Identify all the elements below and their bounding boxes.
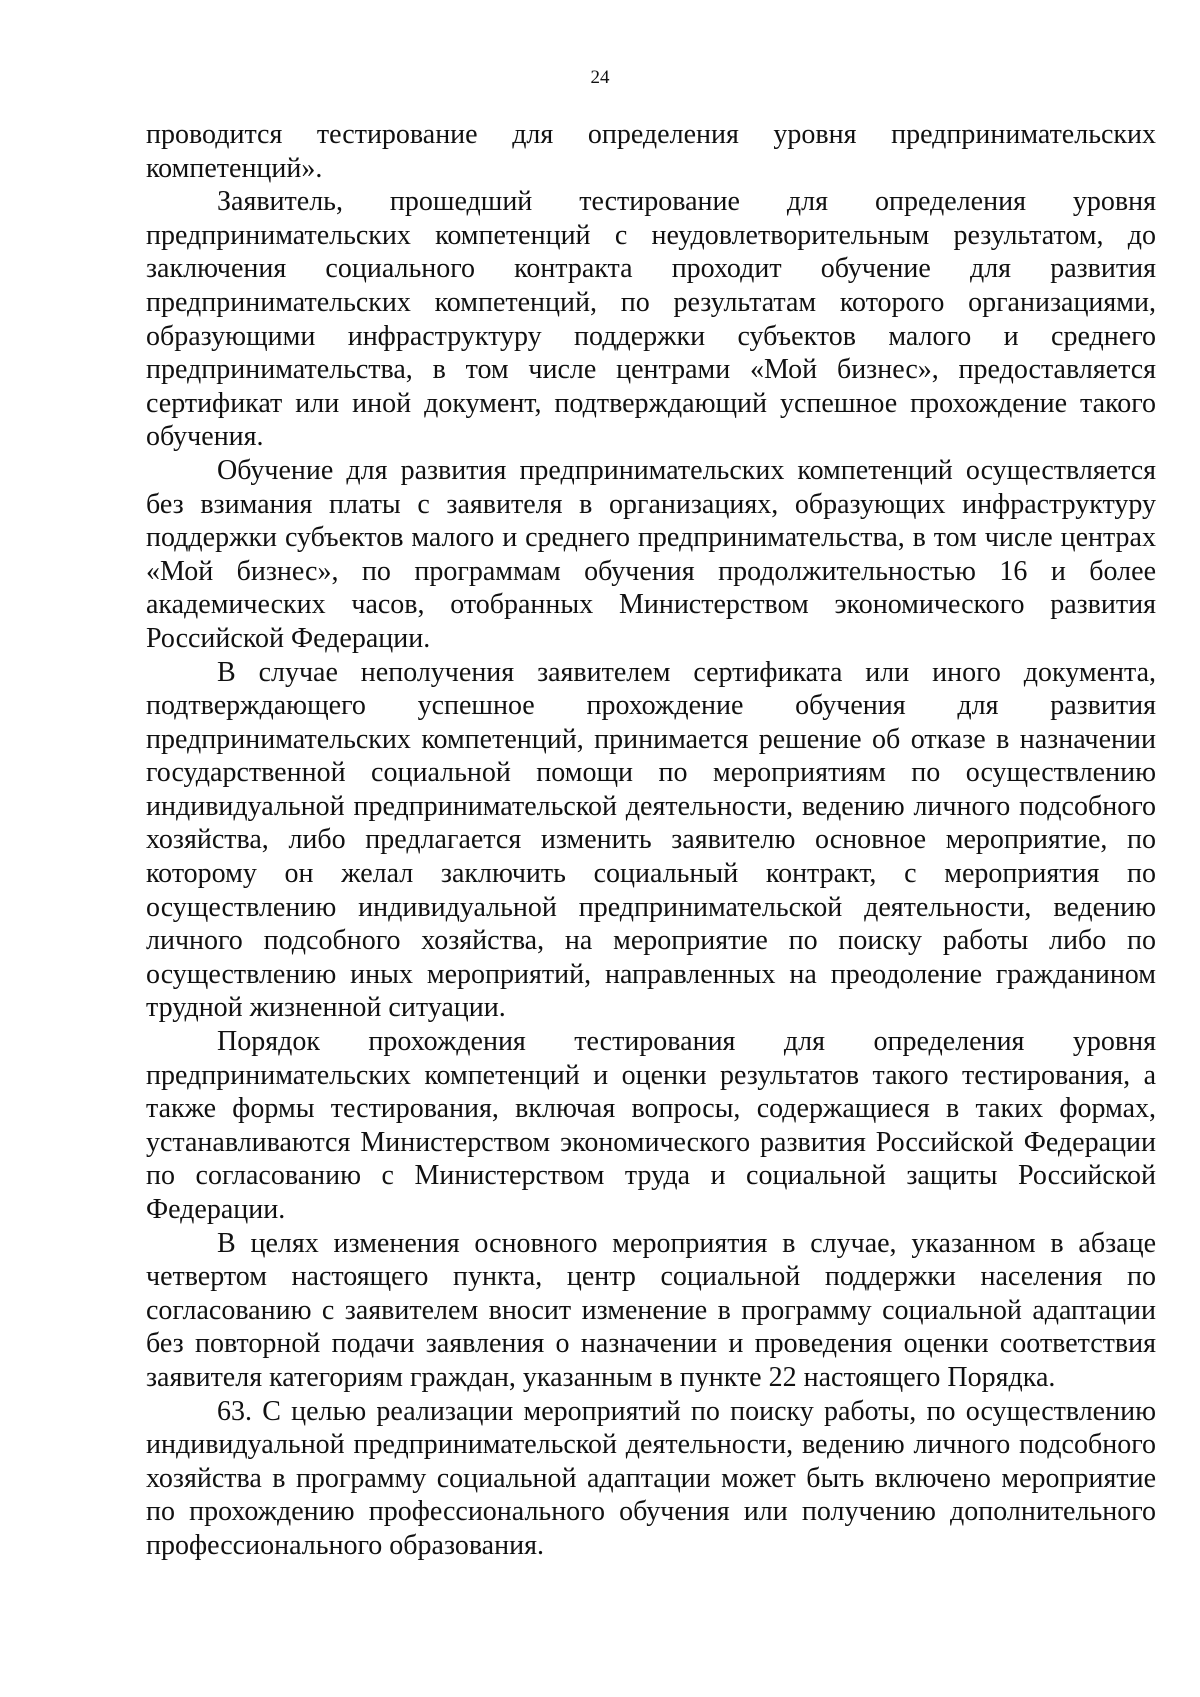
paragraph-training-free: Обучение для развития предпринимательских компетенций осуществляется без взимания платы с заявителя в организациях, образующих инфраструктуру поддержки субъектов малого и среднего предпринимательства, в том числе центрах «Мой бизнес», по программам обучения продолжительностью 16 и более академических часов, отобранных Министерством экономического развития Российской Федерации. — [146, 454, 1156, 654]
paragraph-continuation: проводится тестирование для определения уровня предпринимательских компетенций». — [146, 119, 1156, 184]
page-number: 24 — [590, 67, 610, 88]
paragraph-certificate-refusal: В случае неполучения заявителем сертификата или иного документа, подтверждающего успешное прохождение обучения для развития предпринимательских компетенций, принимается решение об отказе в назначении государственной социальной помощи по мероприятиям по осуществлению индивидуальной предпринимательской деятельности, ведению личного подсобного хозяйства, либо предлагается изменить заявителю основное мероприятие, по которому он желал заключить социальный контракт, с мероприятия по осуществлению индивидуальной предпринимательской деятельности, ведению личного подсобного хозяйства, на мероприятие по поиску работы либо по осуществлению иных мероприятий, направленных на преодоление гражданином трудной жизненной ситуации. — [146, 656, 1156, 1024]
paragraph-testing-procedure: Порядок прохождения тестирования для определения уровня предпринимательских компетенций и оценки результатов такого тестирования, а также формы тестирования, включая вопросы, содержащиеся в таких формах, устанавливаются Министерством экономического развития Российской Федерации по согласованию с Министерством труда и социальной защиты Российской Федерации. — [146, 1026, 1156, 1225]
paragraph-applicant-training: Заявитель, прошедший тестирование для определения уровня предпринимательских компетенций с неудовлетворительным результатом, до заключения социального контракта проходит обучение для развития предпринимательских компетенций, по результатам которого организациями, образующими инфраструктуру поддержки субъектов малого и среднего предпринимательства, в том числе центрами «Мой бизнес», предоставляется сертификат или иной документ, подтверждающий успешное прохождение такого обучения. — [146, 186, 1156, 453]
paragraph-change-measure: В целях изменения основного мероприятия в случае, указанном в абзаце четвертом настоящего пункта, центр социальной поддержки населения по согласованию с заявителем вносит изменение в программу социальной адаптации без повторной подачи заявления о назначении и проведения оценки соответствия заявителя категориям граждан, указанным в пункте 22 настоящего Порядка. — [146, 1227, 1156, 1393]
document-body — [146, 118, 1156, 1563]
paragraph-item-63: 63. С целью реализации мероприятий по поиску работы, по осуществлению индивидуальной предпринимательской деятельности, ведению личного подсобного хозяйства в программу социальной адаптации может быть включено мероприятие по прохождению профессионального обучения или получению дополнительного профессионального образования. — [146, 1395, 1156, 1561]
